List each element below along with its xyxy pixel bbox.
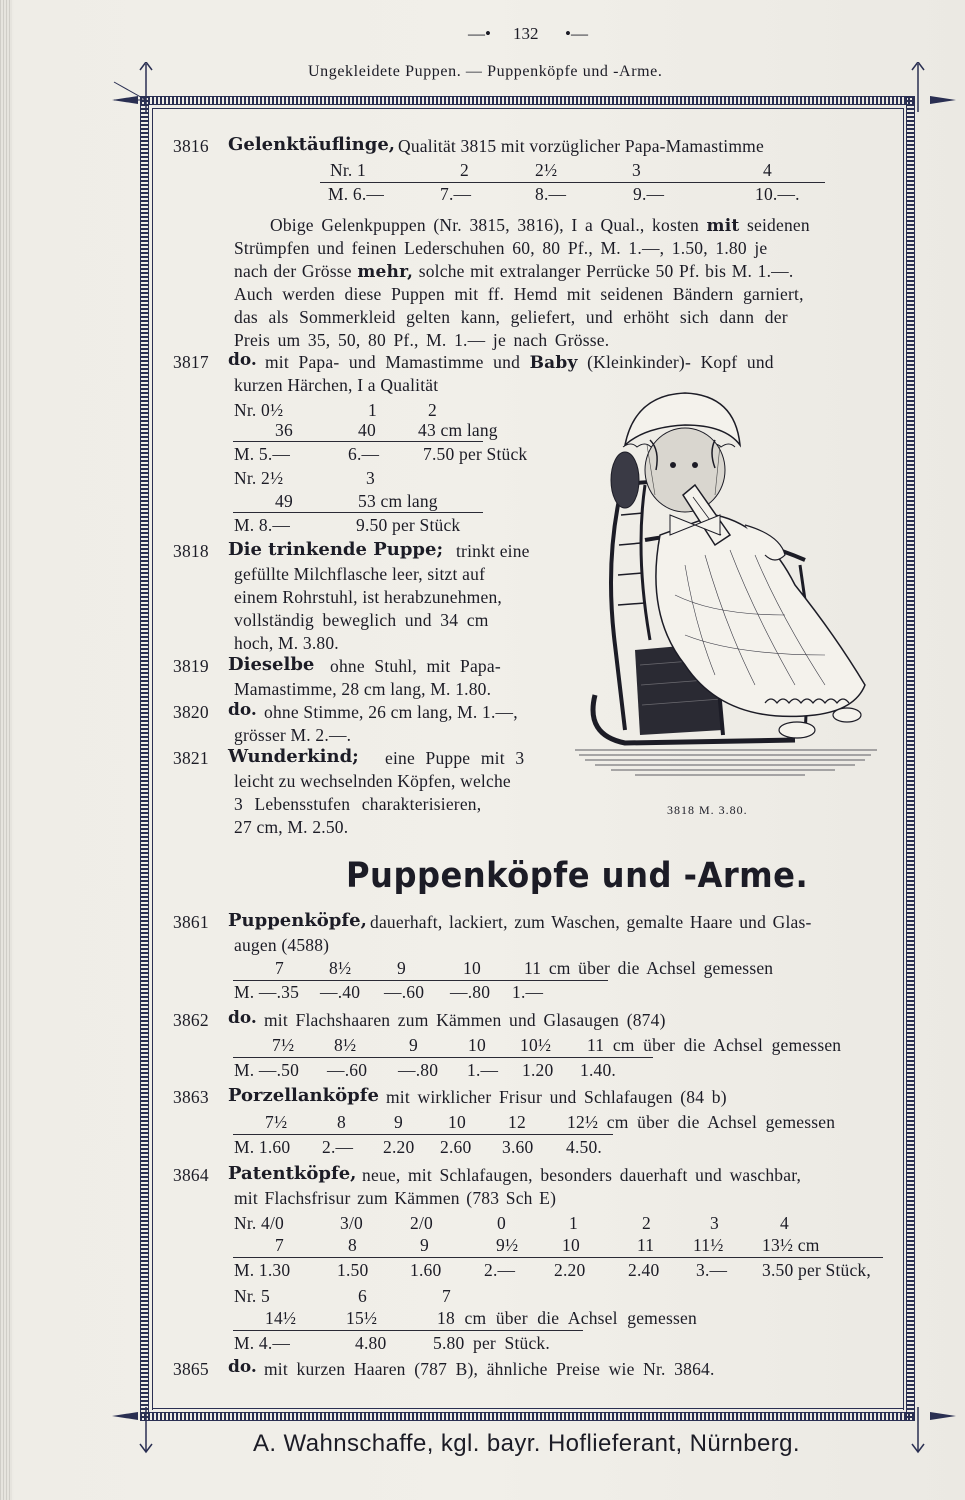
- pr-3864-8: 3.50 per Stück,: [762, 1260, 871, 1280]
- item-text-3819-1: ohne Stuhl, mit Papa-: [330, 656, 501, 676]
- size-3861-5: 11 cm über die Achsel gemessen: [524, 958, 774, 978]
- t1-cm-3: 43 cm lang: [418, 420, 498, 440]
- t1-nr-2: 1: [368, 400, 377, 420]
- t1-cm-1: 36: [275, 420, 293, 440]
- item-number-3865: 3865: [173, 1359, 209, 1379]
- cm-3864-4: 9½: [496, 1235, 519, 1255]
- rule-3817-2: [233, 512, 483, 513]
- frame-bottom-border: [140, 1412, 915, 1421]
- price-3862-6: 1.40.: [580, 1060, 616, 1080]
- rule-3862: [233, 1057, 653, 1058]
- t1-nr-3: 2: [428, 400, 437, 420]
- price-3816-2: 7.—: [440, 184, 472, 204]
- t1-pr-1: M. 5.—: [234, 444, 291, 464]
- item-title-3863: Porzellanköpfe: [228, 1085, 379, 1106]
- price-3816-4: 9.—: [633, 184, 665, 204]
- price-3862-4: 1.—: [467, 1060, 499, 1080]
- item-text-3818-5: hoch, M. 3.80.: [234, 633, 339, 653]
- item-title-3818: Die trinkende Puppe;: [228, 539, 444, 560]
- size-3863-2: 8: [337, 1112, 346, 1132]
- price-3862-2: —.60: [327, 1060, 368, 1080]
- rule-3864-1: [233, 1257, 883, 1258]
- price-3816-3: 8.—: [535, 184, 567, 204]
- t2-cm-1: 49: [275, 491, 293, 511]
- item-text-3861-1: dauerhaft, lackiert, zum Waschen, gemalte Haare und Glas-: [370, 912, 812, 932]
- frame-top-border: [140, 96, 915, 105]
- nr-3864-3: 2/0: [410, 1213, 433, 1233]
- price-3861-5: 1.—: [512, 982, 544, 1002]
- price-3816-1: M. 6.—: [328, 184, 385, 204]
- t1-cm-2: 40: [358, 420, 376, 440]
- size-3816-5: 4: [763, 160, 772, 180]
- frame-left-border: [140, 96, 149, 1420]
- cm-3864-8: 13½ cm: [762, 1235, 820, 1255]
- t2-nr-1: Nr. 2½: [234, 468, 284, 488]
- item-text-3817-1: mit Papa- und Mamastimme und Baby (Kleinkinder)- Kopf und: [265, 352, 774, 373]
- frame-inner-line-bottom: [152, 1408, 904, 1409]
- item-text-3861-2: augen (4588): [234, 935, 330, 955]
- section-heading: Puppenköpfe und -Arme.: [346, 856, 809, 896]
- t1-pr-2: 6.—: [348, 444, 380, 464]
- size-3816-1: Nr. 1: [330, 160, 366, 180]
- nr-3864-5: 1: [569, 1213, 578, 1233]
- cm2-3864-2: 15½: [346, 1308, 378, 1328]
- note-line-3: nach der Grösse mehr, solche mit extralanger Perrücke 50 Pf. bis M. 1.—.: [234, 261, 794, 282]
- frame-inner-line-top: [152, 108, 904, 109]
- size-3862-1: 7½: [272, 1035, 295, 1055]
- item-text-3818-2: gefüllte Milchflasche leer, sitzt auf: [234, 564, 486, 584]
- item-text-3864-1: neue, mit Schlafaugen, besonders dauerhaft und waschbar,: [362, 1165, 802, 1185]
- item-title-3819: Dieselbe: [228, 654, 315, 675]
- item-text-3863-1: mit wirklicher Frisur und Schlafaugen (84 b): [386, 1087, 727, 1107]
- rule-3864-2: [233, 1330, 583, 1331]
- note-line-6: Preis um 35, 50, 80 Pf., M. 1.— je nach Grösse.: [234, 330, 610, 350]
- item-number-3816: 3816: [173, 136, 209, 156]
- illustration-caption: 3818 M. 3.80.: [667, 803, 748, 817]
- item-text-3865-1: mit kurzen Haaren (787 B), ähnliche Preise wie Nr. 3864.: [264, 1359, 715, 1379]
- price-3863-1: M. 1.60: [234, 1137, 291, 1157]
- item-text-3821-1: eine Puppe mit 3: [385, 748, 525, 768]
- size-3816-4: 3: [632, 160, 641, 180]
- item-title-3820: do.: [228, 700, 257, 720]
- nr-3864-2: 3/0: [340, 1213, 363, 1233]
- price-3861-3: —.60: [384, 982, 425, 1002]
- page-number: 132: [513, 24, 539, 43]
- item-text-3817-2: kurzen Härchen, I a Qualität: [234, 375, 439, 395]
- size-3862-2: 8½: [334, 1035, 357, 1055]
- item-text-3821-3: 3 Lebensstufen charakterisieren,: [234, 794, 482, 814]
- t2-pr-2: 9.50 per Stück: [356, 515, 461, 535]
- item-title-3817: do.: [228, 350, 257, 370]
- t2-cm-2: 53 cm lang: [358, 491, 438, 511]
- item-text-3820-2: grösser M. 2.—.: [234, 725, 352, 745]
- pr-3864-7: 3.—: [696, 1260, 728, 1280]
- size-3862-5: 10½: [520, 1035, 552, 1055]
- cm-3864-7: 11½: [693, 1235, 724, 1255]
- nr-3864-6: 2: [642, 1213, 651, 1233]
- rule-3861: [233, 980, 608, 981]
- size-3816-3: 2½: [535, 160, 558, 180]
- item-number-3820: 3820: [173, 702, 209, 722]
- item-number-3862: 3862: [173, 1010, 209, 1030]
- size-3863-1: 7½: [265, 1112, 288, 1132]
- item-text-3821-2: leicht zu wechselnden Köpfen, welche: [234, 771, 511, 791]
- item-title-3816: Gelenktäuflinge,: [228, 134, 396, 155]
- nr-3864-1: Nr. 4/0: [234, 1213, 285, 1233]
- item-title-3821: Wunderkind;: [228, 746, 359, 767]
- price-3862-3: —.80: [398, 1060, 439, 1080]
- running-title: Ungekleidete Puppen. — Puppenköpfe und -Arme.: [308, 63, 663, 80]
- size-3861-2: 8½: [329, 958, 352, 978]
- nr2-3864-1: Nr. 5: [234, 1286, 270, 1306]
- page-number-ornament-right: •—: [565, 24, 588, 43]
- item-number-3821: 3821: [173, 748, 209, 768]
- pr-3864-4: 2.—: [484, 1260, 516, 1280]
- cm-3864-5: 10: [562, 1235, 580, 1255]
- size-3863-5: 12: [508, 1112, 526, 1132]
- page-edge: [0, 0, 12, 1500]
- cm-3864-3: 9: [420, 1235, 429, 1255]
- item-number-3861: 3861: [173, 912, 209, 932]
- pr-3864-1: M. 1.30: [234, 1260, 291, 1280]
- price-3861-4: —.80: [450, 982, 491, 1002]
- item-number-3864: 3864: [173, 1165, 209, 1185]
- price-3863-3: 2.20: [383, 1137, 415, 1157]
- price-3863-4: 2.60: [440, 1137, 472, 1157]
- item-text-3864-2: mit Flachsfrisur zum Kämmen (783 Sch E): [234, 1188, 557, 1208]
- item-title-3861: Puppenköpfe,: [228, 910, 367, 931]
- nr2-3864-2: 6: [358, 1286, 367, 1306]
- price-3816-5: 10.—.: [755, 184, 800, 204]
- t1-pr-3: 7.50 per Stück: [423, 444, 528, 464]
- item-text-3818-1: trinkt eine: [456, 541, 530, 561]
- rule-3817-1: [233, 441, 483, 442]
- frame-right-border: [906, 96, 915, 1420]
- item-title-3864: Patentköpfe,: [228, 1163, 357, 1184]
- note-line-4: Auch werden diese Puppen mit ff. Hemd mit seidenen Bändern garniert,: [234, 284, 804, 304]
- note-line-5: das als Sommerkleid gelten kann, geliefert, und erhöht sich dann der: [234, 307, 788, 327]
- price-3862-5: 1.20: [522, 1060, 554, 1080]
- price-3863-2: 2.—: [322, 1137, 354, 1157]
- nr-3864-8: 4: [780, 1213, 789, 1233]
- pr-3864-6: 2.40: [628, 1260, 660, 1280]
- item-title-3862: do.: [228, 1008, 257, 1028]
- size-3861-1: 7: [275, 958, 284, 978]
- frame-inner-line-right: [903, 108, 904, 1410]
- pr2-3864-2: 4.80: [355, 1333, 387, 1353]
- nr-3864-4: 0: [497, 1213, 506, 1233]
- doll-in-rocking-chair-illustration: [565, 385, 885, 805]
- publisher-footer: A. Wahnschaffe, kgl. bayr. Hoflieferant, Nürnberg.: [253, 1430, 800, 1457]
- size-3861-4: 10: [463, 958, 481, 978]
- item-number-3817: 3817: [173, 352, 209, 372]
- t2-pr-1: M. 8.—: [234, 515, 291, 535]
- rule-3816: [320, 182, 825, 183]
- size-3862-6: 11 cm über die Achsel gemessen: [587, 1035, 842, 1055]
- frame-inner-line-left: [152, 108, 153, 1410]
- price-3863-6: 4.50.: [566, 1137, 602, 1157]
- pr-3864-3: 1.60: [410, 1260, 442, 1280]
- price-3863-5: 3.60: [502, 1137, 534, 1157]
- pr-3864-5: 2.20: [554, 1260, 586, 1280]
- cm-3864-1: 7: [275, 1235, 284, 1255]
- item-number-3819: 3819: [173, 656, 209, 676]
- item-text-3818-3: einem Rohrstuhl, ist herabzunehmen,: [234, 587, 502, 607]
- page-number-ornament-left: —•: [468, 24, 491, 43]
- rule-3863: [233, 1134, 613, 1135]
- nr2-3864-3: 7: [442, 1286, 451, 1306]
- size-3816-2: 2: [460, 160, 469, 180]
- size-3863-3: 9: [394, 1112, 403, 1132]
- item-number-3863: 3863: [173, 1087, 209, 1107]
- item-text-3818-4: vollständig beweglich und 34 cm: [234, 610, 489, 630]
- note-line-1: Obige Gelenkpuppen (Nr. 3815, 3816), I a Qual., kosten mit seidenen: [270, 215, 810, 236]
- item-number-3818: 3818: [173, 541, 209, 561]
- item-text-3816: Qualität 3815 mit vorzüglicher Papa-Mamastimme: [398, 136, 764, 156]
- price-3862-1: M. —.50: [234, 1060, 300, 1080]
- pr2-3864-1: M. 4.—: [234, 1333, 291, 1353]
- cm2-3864-3: 18 cm über die Achsel gemessen: [437, 1308, 697, 1328]
- cm-3864-6: 11: [637, 1235, 655, 1255]
- size-3863-4: 10: [448, 1112, 466, 1132]
- note-line-2: Strümpfen und feinen Lederschuhen 60, 80 Pf., M. 1.—, 1.50, 1.80 je: [234, 238, 768, 258]
- t1-nr-1: Nr. 0½: [234, 400, 284, 420]
- pr-3864-2: 1.50: [337, 1260, 369, 1280]
- size-3863-6: 12½ cm über die Achsel gemessen: [567, 1112, 836, 1132]
- cm2-3864-1: 14½: [265, 1308, 297, 1328]
- size-3861-3: 9: [397, 958, 406, 978]
- item-text-3821-4: 27 cm, M. 2.50.: [234, 817, 349, 837]
- pr2-3864-3: 5.80 per Stück.: [433, 1333, 550, 1353]
- item-title-3865: do.: [228, 1357, 257, 1377]
- item-text-3819-2: Mamastimme, 28 cm lang, M. 1.80.: [234, 679, 492, 699]
- price-3861-1: M. —.35: [234, 982, 300, 1002]
- t2-nr-2: 3: [366, 468, 375, 488]
- item-text-3820-1: ohne Stimme, 26 cm lang, M. 1.—,: [264, 702, 518, 722]
- cm-3864-2: 8: [348, 1235, 357, 1255]
- nr-3864-7: 3: [710, 1213, 719, 1233]
- size-3862-3: 9: [409, 1035, 418, 1055]
- item-text-3862-1: mit Flachshaaren zum Kämmen und Glasaugen (874): [264, 1010, 666, 1030]
- price-3861-2: —.40: [320, 982, 361, 1002]
- size-3862-4: 10: [468, 1035, 486, 1055]
